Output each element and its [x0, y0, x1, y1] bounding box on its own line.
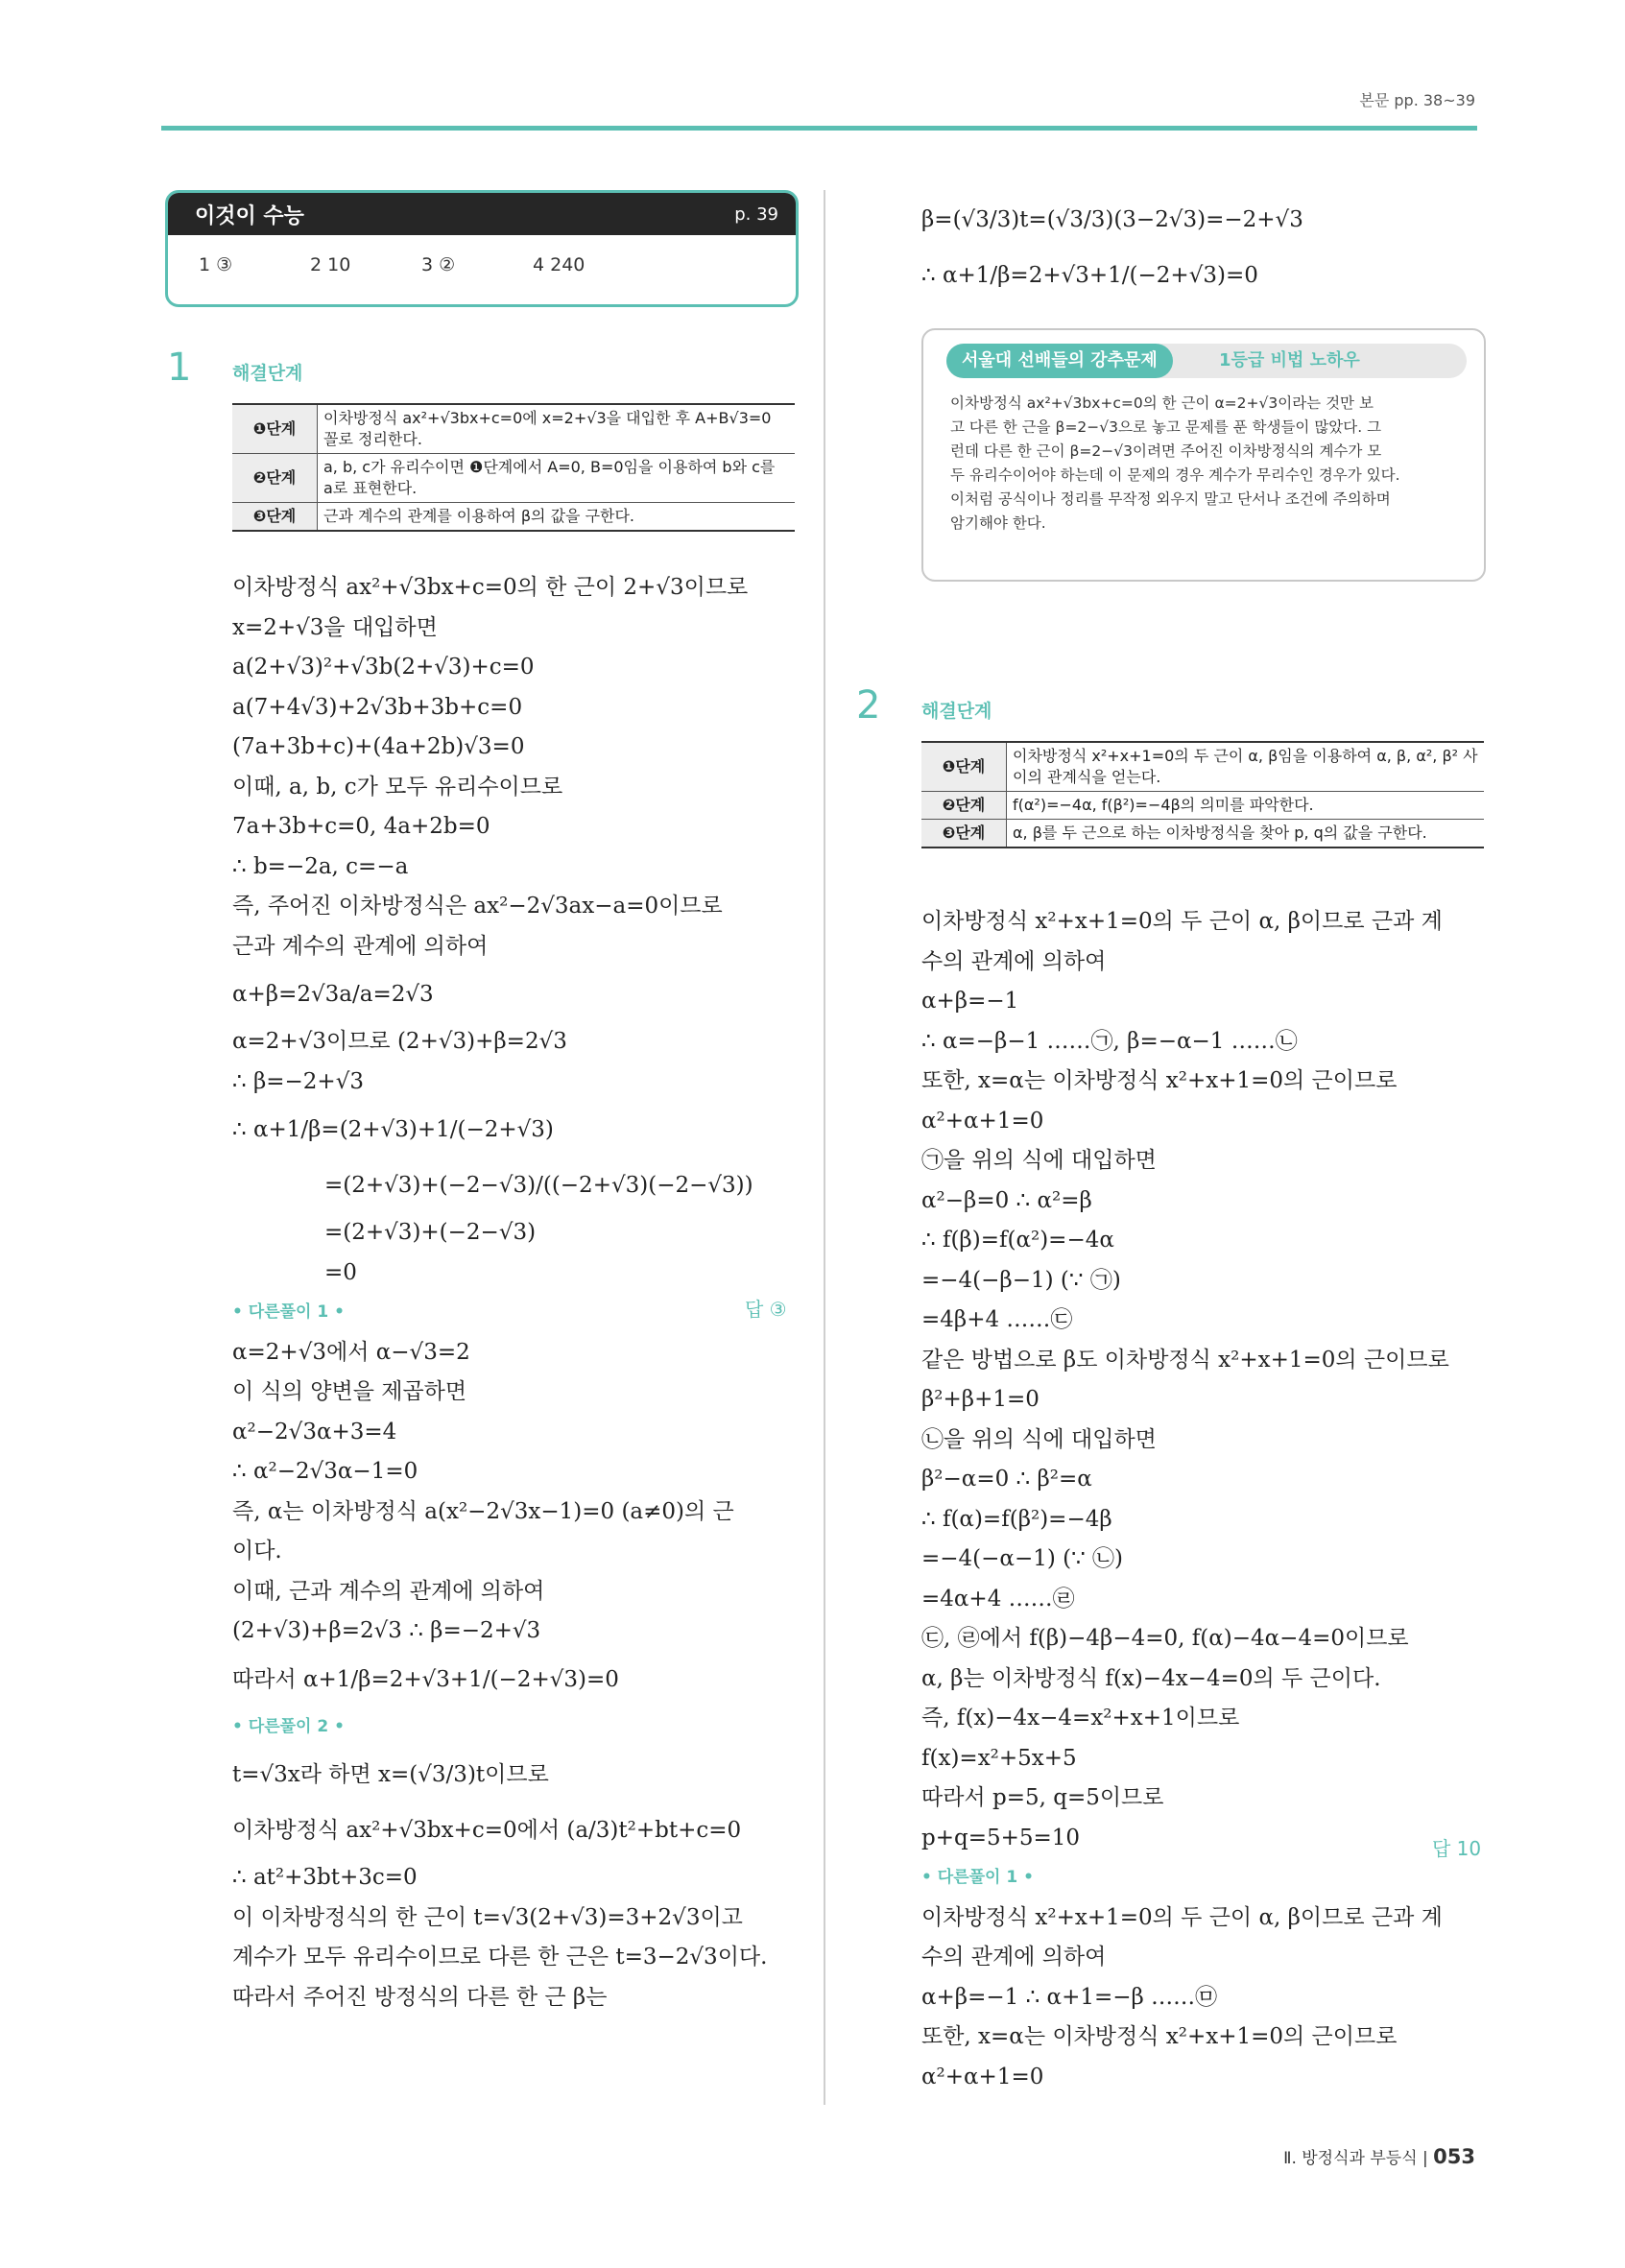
- step-row: [232, 454, 795, 503]
- solution-line: ∴ β=−2+√3: [232, 1068, 364, 1094]
- solution-line: =−4(−α−1) (∵ ㉡): [921, 1546, 1124, 1571]
- tip-body: [950, 392, 1459, 536]
- solution-line: =(2+√3)+(−2−√3)/((−2+√3)(−2−√3)): [324, 1173, 753, 1198]
- solution-line: (2+√3)+β=2√3 ∴ β=−2+√3: [232, 1618, 541, 1643]
- solution-line: α, β는 이차방정식 f(x)−4x−4=0의 두 근이다.: [921, 1665, 1381, 1691]
- q2-solution: [921, 902, 1484, 2097]
- step-label: ❸단계: [921, 820, 1007, 848]
- solution-line: 또한, x=α는 이차방정식 x²+x+1=0의 근이므로: [921, 2024, 1398, 2049]
- solution-line: 근과 계수의 관계에 의하여: [232, 933, 489, 959]
- solution-line: α+β=2√3a/a=2√3: [232, 982, 434, 1007]
- solution-line: t=√3x라 하면 x=(√3/3)t이므로: [232, 1762, 549, 1787]
- solution-line: 따라서 α+1/β=2+√3+1/(−2+√3)=0: [232, 1666, 619, 1692]
- solution-line: (7a+3b+c)+(4a+2b)√3=0: [232, 734, 525, 759]
- answer-list: [168, 235, 796, 275]
- q2-answer: 답 10: [1432, 1837, 1482, 1860]
- solution-line: 즉, α는 이차방정식 a(x²−2√3x−1)=0 (a≠0)의 근: [232, 1498, 734, 1524]
- step-row: [232, 404, 795, 454]
- solution-line: 즉, 주어진 이차방정식은 ax²−2√3ax−a=0이므로: [232, 894, 723, 919]
- step-label: ❶단계: [921, 742, 1007, 792]
- q1-answer: 답 ③: [745, 1298, 787, 1321]
- solution-line: =4β+4 ……㉢: [921, 1307, 1073, 1332]
- solution-line: 이차방정식 x²+x+1=0의 두 근이 α, β이므로 근과 계: [921, 909, 1443, 934]
- top-rule: [161, 126, 1477, 131]
- solution-line: 이차방정식 ax²+√3bx+c=0의 한 근이 2+√3이므로: [232, 575, 749, 600]
- step-row: [921, 820, 1484, 848]
- solution-line: ∴ α²−2√3α−1=0: [232, 1459, 418, 1484]
- answer-box-title: 이것이 수능: [195, 203, 304, 228]
- solution-line: α=2+√3이므로 (2+√3)+β=2√3: [232, 1029, 567, 1054]
- solution-line: ㉡을 위의 식에 대입하면: [921, 1426, 1157, 1452]
- solution-line: α²−2√3α+3=4: [232, 1419, 397, 1444]
- step-label: ❸단계: [232, 503, 318, 532]
- solution-line: α+β=−1: [921, 989, 1019, 1014]
- step-text: a, b, c가 유리수이면 ❶단계에서 A=0, B=0임을 이용하여 b와 c를 a로 표현한다.: [318, 454, 796, 503]
- solution-line: ∴ f(α)=f(β²)=−4β: [921, 1506, 1112, 1532]
- solution-line: β=(√3/3)t=(√3/3)(3−2√3)=−2+√3: [921, 207, 1303, 232]
- solution-line: 수의 관계에 의하여: [921, 948, 1107, 974]
- q1-steps-table: [232, 403, 795, 532]
- q1-solution-label: 해결단계: [232, 363, 303, 384]
- q1-solution: [232, 568, 797, 2017]
- answer-box-header: [168, 193, 796, 235]
- solution-line: α=2+√3에서 α−√3=2: [232, 1339, 470, 1365]
- step-text: 근과 계수의 관계를 이용하여 β의 값을 구한다.: [318, 503, 796, 532]
- page-number: 053: [1433, 2145, 1475, 2168]
- solution-line: 7a+3b+c=0, 4a+2b=0: [232, 814, 490, 839]
- solution-line: =0: [324, 1259, 357, 1285]
- tip-header: [946, 344, 1467, 378]
- solution-line: α²+α+1=0: [921, 2064, 1044, 2089]
- answer-box-page: p. 39: [734, 203, 778, 225]
- solution-line: ㉢, ㉣에서 f(β)−4β−4=0, f(α)−4α−4=0이므로: [921, 1626, 1409, 1651]
- solution-line: 같은 방법으로 β도 이차방정식 x²+x+1=0의 근이므로: [921, 1347, 1449, 1373]
- tip-line: 두 유리수이어야 하는데 이 문제의 경우 계수가 무리수인 경우가 있다.: [950, 466, 1400, 484]
- solution-line: a(2+√3)²+√3b(2+√3)+c=0: [232, 655, 535, 680]
- solution-line: 이다.: [232, 1539, 282, 1564]
- solution-line: ∴ b=−2a, c=−a: [232, 853, 409, 879]
- page-footer: [1283, 2144, 1475, 2168]
- solution-line: =4α+4 ……㉣: [921, 1586, 1075, 1611]
- alt-solution-label: • 다른풀이 2 •: [232, 1716, 346, 1736]
- q1-solution-continued: [921, 192, 1484, 303]
- solution-line: p+q=5+5=10: [921, 1825, 1081, 1850]
- chapter-label: Ⅱ. 방정식과 부등식 |: [1283, 2149, 1428, 2168]
- solution-line: 또한, x=α는 이차방정식 x²+x+1=0의 근이므로: [921, 1068, 1398, 1093]
- answer-item: 4 240: [533, 254, 585, 275]
- step-text: 이차방정식 x²+x+1=0의 두 근이 α, β임을 이용하여 α, β, α², β² 사이의 관계식을 얻는다.: [1007, 742, 1485, 792]
- tip-tag: 서울대 선배들의 강추문제: [946, 344, 1173, 378]
- page-reference: 본문 pp. 38~39: [1359, 91, 1475, 109]
- step-row: [232, 503, 795, 532]
- tip-line: 암기해야 한다.: [950, 514, 1046, 532]
- solution-line: 이차방정식 x²+x+1=0의 두 근이 α, β이므로 근과 계: [921, 1904, 1443, 1930]
- tip-subtitle: 1등급 비법 노하우: [1219, 350, 1360, 370]
- alt-solution-label: • 다른풀이 1 •: [921, 1868, 1035, 1887]
- solution-line: a(7+4√3)+2√3b+3b+c=0: [232, 694, 523, 720]
- tip-box: [921, 328, 1486, 582]
- step-text: 이차방정식 ax²+√3bx+c=0에 x=2+√3을 대입한 후 A+B√3=0 꼴로 정리한다.: [318, 404, 796, 454]
- solution-line: β²−α=0 ∴ β²=α: [921, 1467, 1092, 1492]
- tip-line: 이차방정식 ax²+√3bx+c=0의 한 근이 α=2+√3이라는 것만 보: [950, 394, 1374, 412]
- tip-line: 이처럼 공식이나 정리를 무작정 외우지 말고 단서나 조건에 주의하며: [950, 490, 1391, 508]
- solution-line: 즉, f(x)−4x−4=x²+x+1이므로: [921, 1706, 1240, 1731]
- q2-solution-label: 해결단계: [921, 701, 992, 722]
- step-row: [921, 742, 1484, 792]
- solution-line: 수의 관계에 의하여: [921, 1945, 1107, 1970]
- solution-line: 따라서 주어진 방정식의 다른 한 근 β는: [232, 1984, 608, 2010]
- solution-line: α²−β=0 ∴ α²=β: [921, 1187, 1092, 1213]
- solution-line: 이때, a, b, c가 모두 유리수이므로: [232, 774, 563, 800]
- solution-line: 이 이차방정식의 한 근이 t=√3(2+√3)=3+2√3이고: [232, 1904, 743, 1930]
- solution-line: =−4(−β−1) (∵ ㉠): [921, 1267, 1121, 1293]
- solution-line: 이 식의 양변을 제곱하면: [232, 1379, 467, 1404]
- step-text: α, β를 두 근으로 하는 이차방정식을 찾아 p, q의 값을 구한다.: [1007, 820, 1485, 848]
- step-label: ❷단계: [232, 454, 318, 503]
- solution-line: 따라서 p=5, q=5이므로: [921, 1785, 1164, 1810]
- solution-line: f(x)=x²+5x+5: [921, 1745, 1077, 1771]
- alt-solution-label: • 다른풀이 1 •: [232, 1302, 346, 1322]
- step-label: ❶단계: [232, 404, 318, 454]
- question-number-1: 1: [167, 346, 192, 390]
- solution-line: ㉠을 위의 식에 대입하면: [921, 1148, 1157, 1173]
- step-label: ❷단계: [921, 792, 1007, 820]
- solution-line: 이때, 근과 계수의 관계에 의하여: [232, 1578, 545, 1604]
- solution-line: β²+β+1=0: [921, 1387, 1040, 1412]
- solution-line: 이차방정식 ax²+√3bx+c=0에서 (a/3)t²+bt+c=0: [232, 1818, 742, 1843]
- column-divider: [824, 190, 825, 2105]
- answer-item: 2 10: [310, 254, 351, 275]
- solution-line: x=2+√3을 대입하면: [232, 614, 438, 640]
- solution-line: ∴ at²+3bt+3c=0: [232, 1865, 418, 1890]
- solution-line: α+β=−1 ∴ α+1=−β ……㉤: [921, 1984, 1218, 2010]
- tip-line: 런데 다른 한 근이 β=2−√3이려면 주어진 이차방정식의 계수가 모: [950, 442, 1382, 460]
- step-text: f(α²)=−4α, f(β²)=−4β의 의미를 파악한다.: [1007, 792, 1485, 820]
- tip-line: 고 다른 한 근을 β=2−√3으로 놓고 문제를 푼 학생들이 많았다. 그: [950, 418, 1382, 436]
- q2-steps-table: [921, 741, 1484, 848]
- question-number-2: 2: [856, 683, 881, 728]
- solution-line: ∴ f(β)=f(α²)=−4α: [921, 1228, 1114, 1253]
- answer-item: 3 ②: [421, 254, 456, 275]
- answer-item: 1 ③: [199, 254, 233, 275]
- solution-line: ∴ α=−β−1 ……㉠, β=−α−1 ……㉡: [921, 1028, 1298, 1054]
- solution-line: ∴ α+1/β=2+√3+1/(−2+√3)=0: [921, 263, 1258, 288]
- solution-line: =(2+√3)+(−2−√3): [324, 1220, 537, 1245]
- solution-line: 계수가 모두 유리수이므로 다른 한 근은 t=3−2√3이다.: [232, 1945, 768, 1970]
- solution-line: ∴ α+1/β=(2+√3)+1/(−2+√3): [232, 1117, 554, 1142]
- solution-line: α²+α+1=0: [921, 1108, 1044, 1134]
- step-row: [921, 792, 1484, 820]
- answer-box: [165, 190, 799, 307]
